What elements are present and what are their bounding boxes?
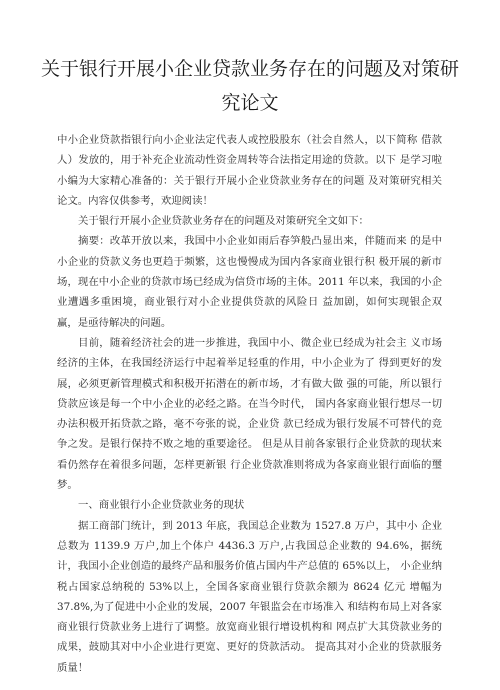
document-title: 关于银行开展小企业贷款业务存在的问题及对策研究论文: [40, 58, 459, 114]
fulltext-lead-paragraph: 关于银行开展小企业贷款业务存在的问题及对策研究全文如下：: [78, 215, 369, 228]
intro-paragraph: 中小企业贷款指银行向小企业法定代表人或控股股东（社会自然人，以下简称 借款人）发放的，用于补充企业流动性资金周转等合法指定用途的贷款。以下 是学习啦小编为大家精心准备的：关于银行开展小企业贷款业务存在的问题 及对策研究相关论文。内容仅供参考，欢迎阅读！: [57, 134, 442, 207]
statistics-paragraph: 据工商部门统计，到 2013 年底，我国总企业数为 1527.8 万户，其中小 企业总数为 1139.9 万户,加上个体户 4436.3 万户,占我国总企业数的 94.6%，据统计，我国小企业创造的最终产品和服务价值占国内牛产总值的 65%以上， 小企业纳税占国家总纳税的 53%以上，全国各家商业银行贷款余额为 8624 亿元 增幅为 37.8%,为了促进中小企业的发展，2007 年银监会在市场准入 和结构布局上对各家商业银行贷款业务上进行了调整。放宽商业银行增设机构和 网点扩大其贷款业务的成果，鼓励其对中小企业进行更宽、更好的贷款活动。 提高其对小企业的贷款服务质量！: [57, 519, 442, 674]
current-situation-paragraph: 目前，随着经济社会的进一步推进，我国中小、微企业已经成为社会主 义市场经济的主体，在我国经济运行中起着举足轻重的作用，中小企业为了 得到更好的发展，必须更新管理模式和积极开拓潜在的新市场，才有做大做 强的可能，所以银行贷款应该是每一个中小企业的必经之路。在当今时代， 国内各家商业银行想尽一切办法积极开拓贷款之路，毫不夸张的说，企业贷 款已经成为银行发展不可替代的竞争之发。是银行保持不败之地的重要途径。 但是从目前各家银行企业贷款的现状来看仍然存在着很多问题，怎样更新银 行企业贷款准则将成为各家商业银行面临的璽梦。: [57, 336, 442, 492]
abstract-paragraph: 摘要：改革开放以来，我国中小企业如雨后春笋般凸显出来，伴随而来 的是中小企业的贷款义务也更趋于频繁，这也慢慢成为国内各家商业银行积 极开展的新市场，现在中小企业的贷款市场已经成为信贷市场的主体。2011 年以来，我国的小企业遭遇多重困境，商业银行对小企业提供贷款的风险日 益加剧，如何实现银企双赢，是亟待解决的问题。: [57, 235, 442, 329]
document-body: [57, 130, 442, 678]
section-heading: 一、商业银行小企业贷款业务的现状: [78, 499, 245, 512]
